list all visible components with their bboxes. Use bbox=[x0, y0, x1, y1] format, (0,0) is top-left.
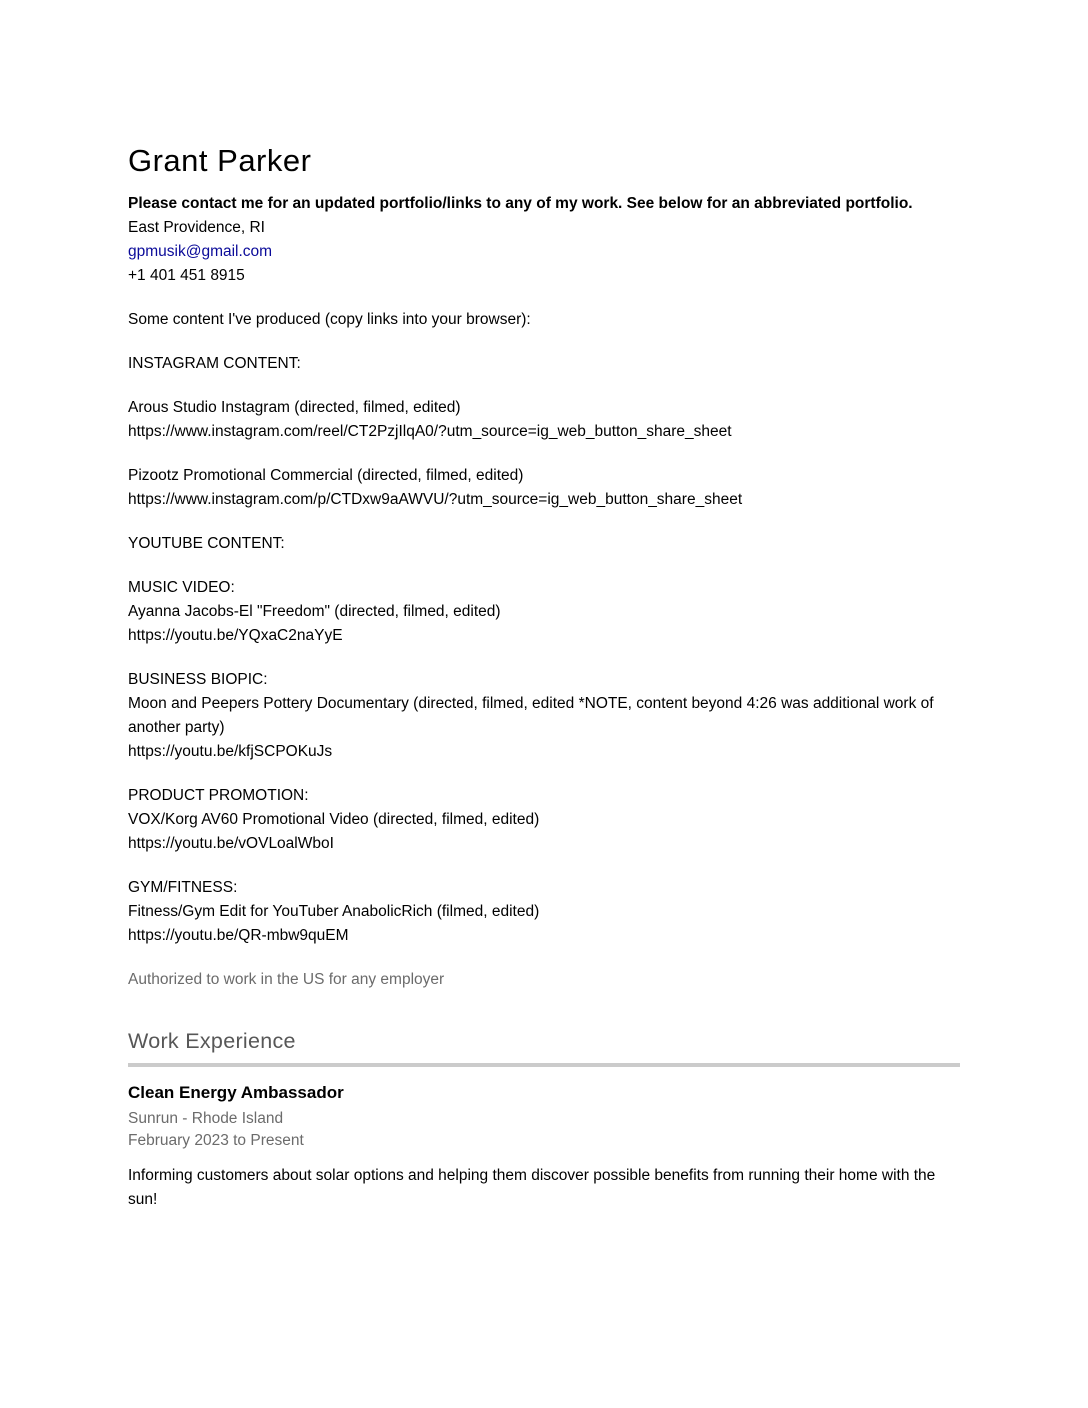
portfolio-url: https://youtu.be/kfjSCPOKuJs bbox=[128, 743, 333, 760]
portfolio-line: VOX/Korg AV60 Promotional Video (directed, filmed, edited) bbox=[128, 811, 540, 828]
portfolio-line: Moon and Peepers Pottery Documentary (directed, filmed, edited *NOTE, content beyond 4:26 was additional work of another party) bbox=[128, 695, 934, 736]
portfolio-block bbox=[128, 668, 960, 764]
portfolio-line: PRODUCT PROMOTION: bbox=[128, 787, 309, 804]
portfolio-blocks bbox=[128, 352, 960, 948]
location-text: East Providence, RI bbox=[128, 219, 265, 236]
work-authorization: Authorized to work in the US for any employer bbox=[128, 971, 445, 988]
job-list bbox=[128, 1083, 960, 1212]
portfolio-line: GYM/FITNESS: bbox=[128, 879, 238, 896]
portfolio-block bbox=[128, 464, 960, 512]
portfolio-block bbox=[128, 876, 960, 948]
portfolio-intro: Some content I've produced (copy links into your browser): bbox=[128, 311, 531, 328]
job-dates: February 2023 to Present bbox=[128, 1132, 304, 1149]
portfolio-line: Arous Studio Instagram (directed, filmed, edited) bbox=[128, 399, 461, 416]
portfolio-line: Ayanna Jacobs-El "Freedom" (directed, filmed, edited) bbox=[128, 603, 501, 620]
portfolio-url: https://youtu.be/QR-mbw9quEM bbox=[128, 927, 349, 944]
portfolio-block bbox=[128, 396, 960, 444]
page-title: Grant Parker bbox=[128, 143, 312, 178]
portfolio-url: https://www.instagram.com/reel/CT2PzjIlqA0/?utm_source=ig_web_button_share_sheet bbox=[128, 423, 732, 440]
portfolio-url: https://www.instagram.com/p/CTDxw9aAWVU/?utm_source=ig_web_button_share_sheet bbox=[128, 491, 743, 508]
section-heading-work-experience: Work Experience bbox=[128, 1029, 296, 1053]
job-entry bbox=[128, 1083, 960, 1212]
portfolio-block bbox=[128, 576, 960, 648]
job-description: Informing customers about solar options and helping them discover possible benefits from running their home with the sun! bbox=[128, 1167, 936, 1208]
portfolio-line: YOUTUBE CONTENT: bbox=[128, 535, 285, 552]
contact-block bbox=[128, 192, 960, 288]
portfolio-line: BUSINESS BIOPIC: bbox=[128, 671, 268, 688]
summary-text: Please contact me for an updated portfolio/links to any of my work. See below for an abbreviated portfolio. bbox=[128, 195, 913, 212]
job-company-location: Sunrun - Rhode Island bbox=[128, 1110, 284, 1127]
portfolio-block bbox=[128, 532, 960, 556]
phone-text: +1 401 451 8915 bbox=[128, 267, 245, 284]
portfolio-line: Pizootz Promotional Commercial (directed, filmed, edited) bbox=[128, 467, 524, 484]
email-link[interactable]: gpmusik@gmail.com bbox=[128, 243, 273, 260]
portfolio-block bbox=[128, 784, 960, 856]
portfolio-url: https://youtu.be/YQxaC2naYyE bbox=[128, 627, 343, 644]
portfolio-url: https://youtu.be/vOVLoalWboI bbox=[128, 835, 334, 852]
section-divider bbox=[128, 1063, 960, 1067]
portfolio-line: INSTAGRAM CONTENT: bbox=[128, 355, 301, 372]
portfolio-line: Fitness/Gym Edit for YouTuber AnabolicRich (filmed, edited) bbox=[128, 903, 540, 920]
portfolio-block bbox=[128, 352, 960, 376]
job-title: Clean Energy Ambassador bbox=[128, 1083, 344, 1102]
portfolio-line: MUSIC VIDEO: bbox=[128, 579, 235, 596]
